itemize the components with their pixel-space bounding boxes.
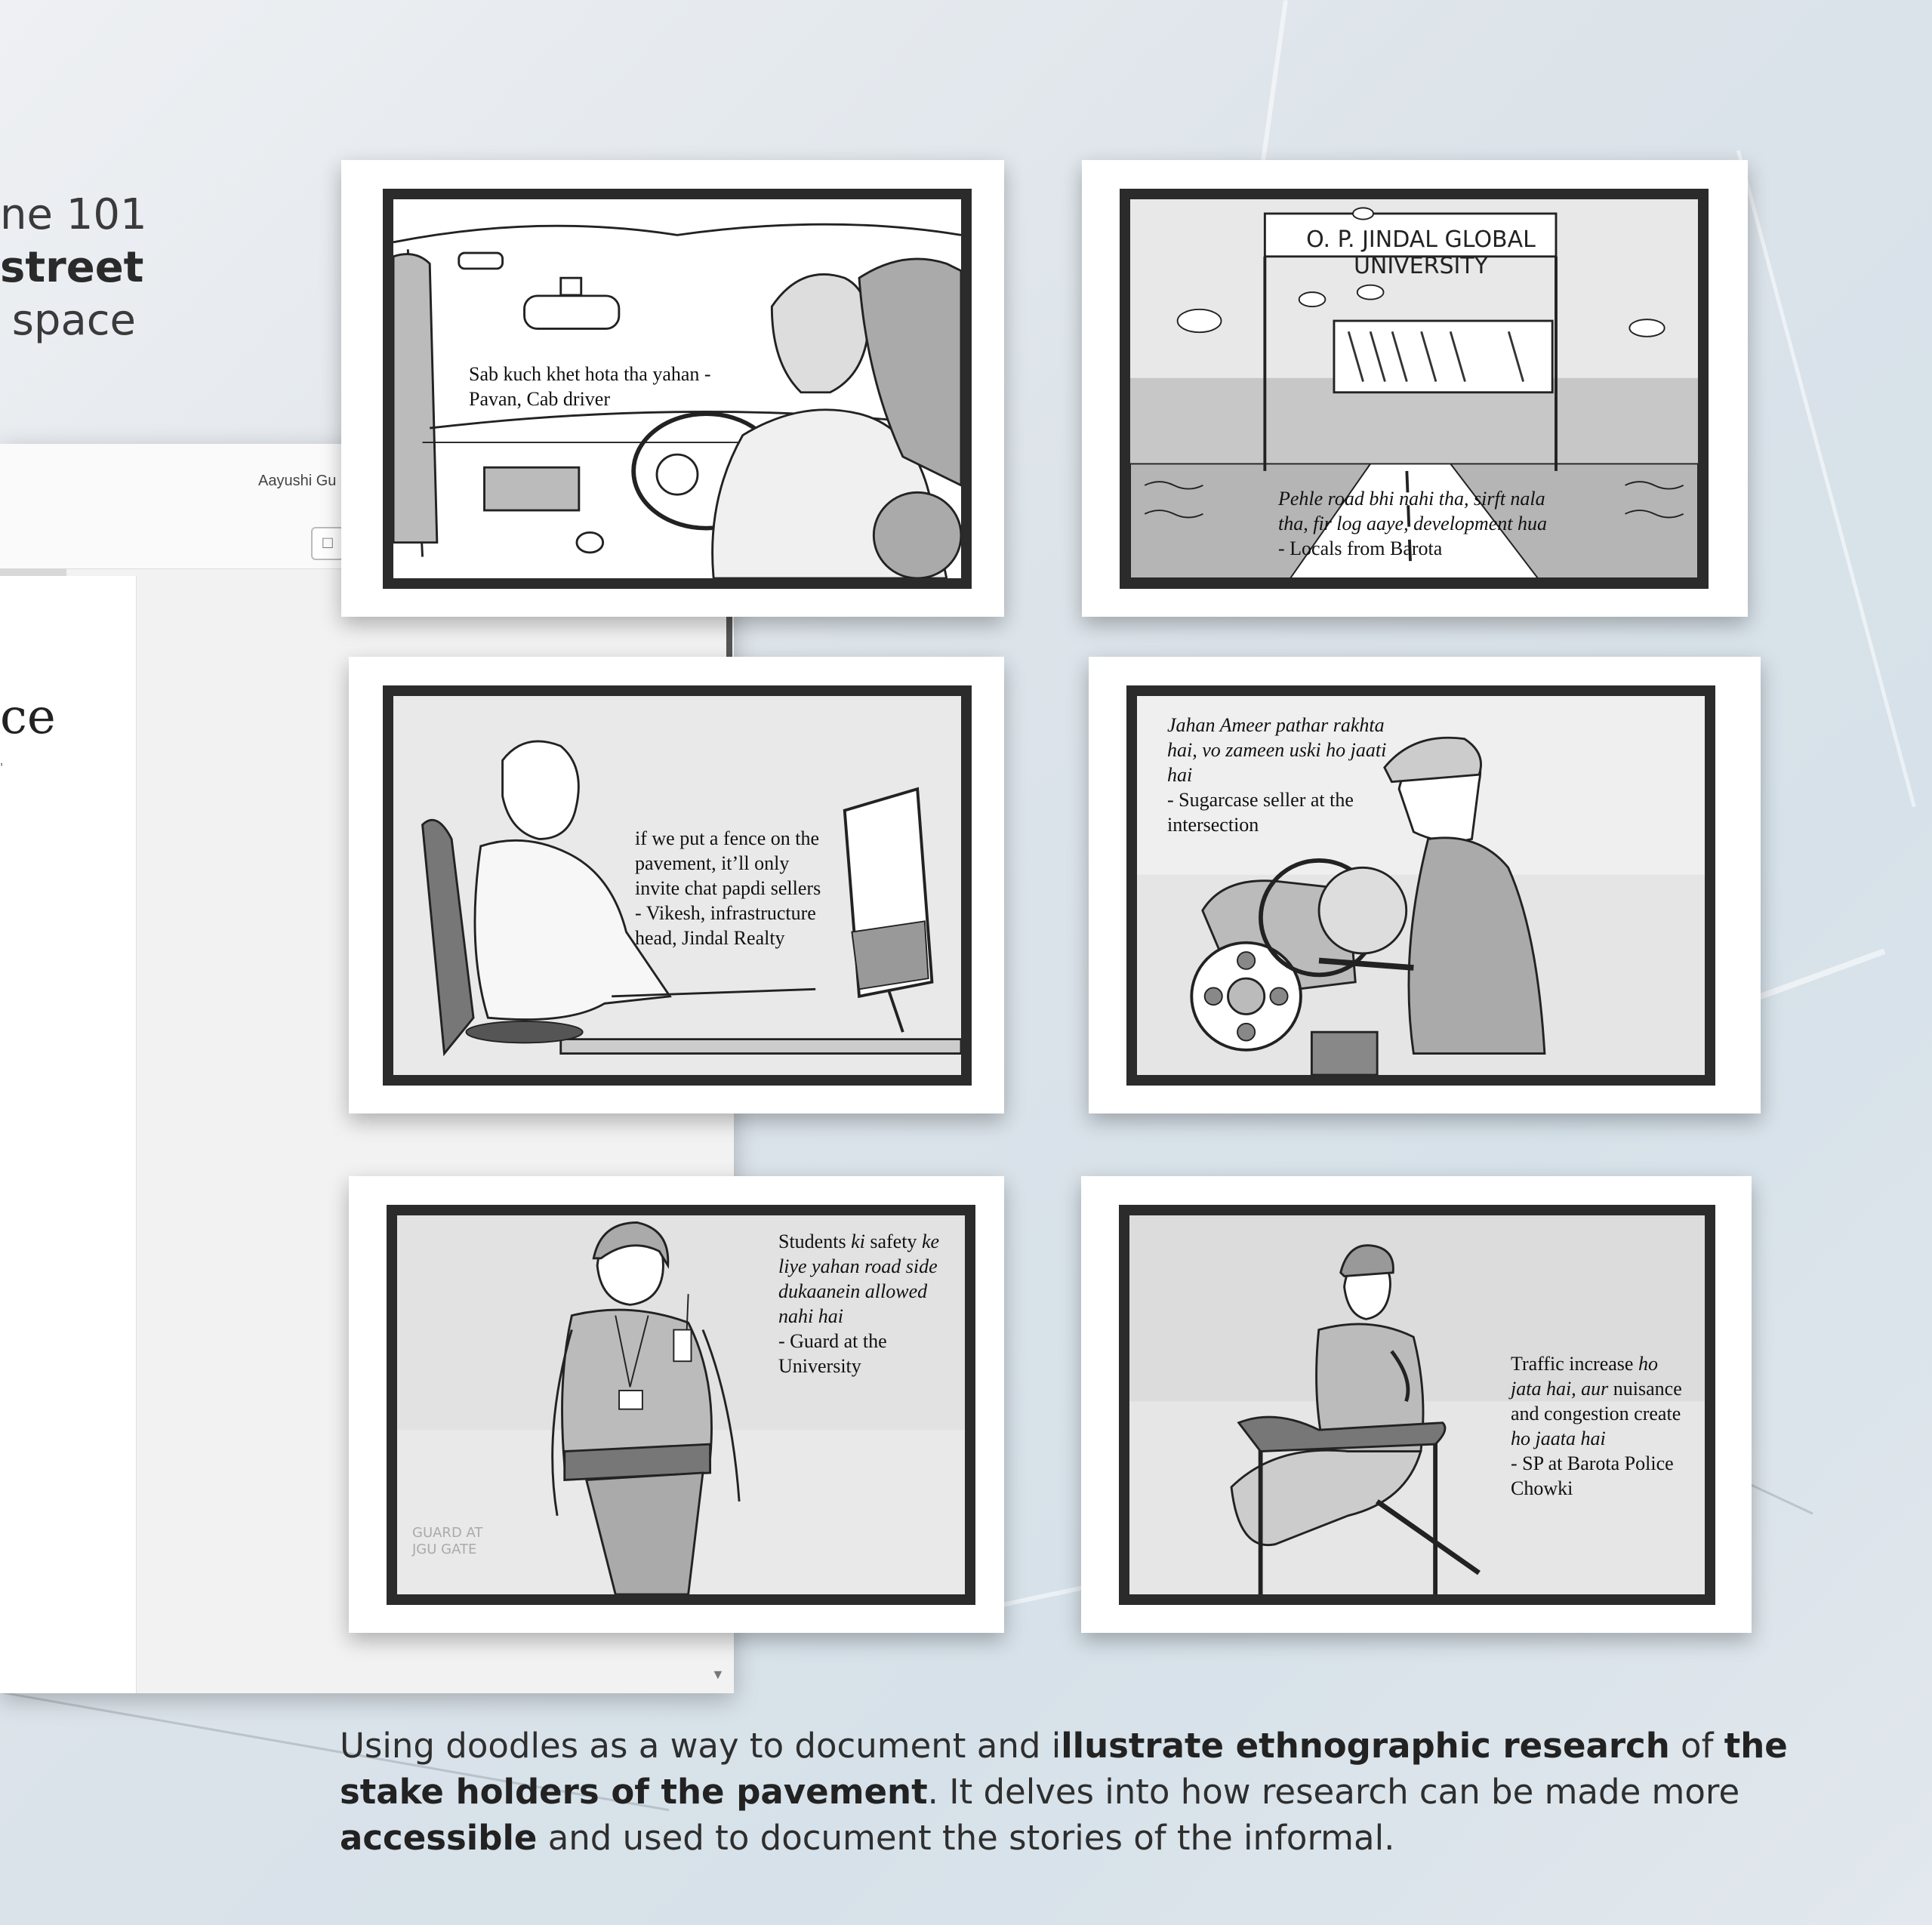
comment-icon[interactable]: □ [311, 527, 344, 560]
panel-cab-driver [341, 160, 1004, 617]
caption-part-italic: ho jaata hai [1511, 1428, 1606, 1449]
title-line-3: space [11, 296, 136, 345]
description-text: and used to document the stories of the informal. [537, 1818, 1395, 1858]
panel-university-locals [1082, 160, 1748, 617]
panel-caption: Sab kuch khet hota tha yahan - Pavan, Cab driver [469, 363, 711, 410]
document-heading: ce [0, 689, 56, 745]
caption-part-italic: ke liye yahan road side dukaanein allowed nahi hai [778, 1230, 940, 1327]
panel-attribution: - SP at Barota Police Chowki [1511, 1452, 1674, 1499]
panel-frame [1126, 685, 1715, 1086]
caption-part: nuisance and congestion create [1511, 1378, 1682, 1424]
panel-university-guard [349, 1176, 1004, 1633]
caption-part: Traffic increase [1511, 1353, 1638, 1375]
panel-caption: Jahan Ameer pathar rakhta hai, vo zameen uski ho jaati hai [1167, 714, 1387, 786]
university-sign: O. P. JINDAL GLOBAL UNIVERSITY [1306, 226, 1536, 279]
caption-part: safety [864, 1230, 922, 1252]
title-fragment [0, 189, 147, 347]
document-subtext: ’ [0, 761, 3, 776]
document-tab [0, 568, 66, 576]
panel-caption: if we put a fence on the pavement, it’ll only invite chat papdi sellers - Vikesh, infrastructure head, Jindal Realty [635, 827, 821, 949]
panel-attribution: - Sugarcase seller at the intersection [1167, 789, 1354, 836]
document-page [0, 576, 137, 1693]
scroll-down-icon[interactable]: ▼ [711, 1667, 725, 1682]
author-name: Aayushi Gu [258, 473, 337, 489]
caption-part-italic: ho jata hai, aur [1511, 1353, 1658, 1400]
panel-frame [383, 189, 972, 589]
sketch-label: GUARD AT JGU GATE [412, 1525, 483, 1557]
document-spine [726, 611, 732, 657]
panel-caption [1511, 1351, 1682, 1451]
title-line-2: street [0, 243, 144, 292]
panel-attribution: - Guard at the University [778, 1330, 887, 1377]
caption-part: Students [778, 1230, 852, 1252]
panel-frame [1119, 1205, 1715, 1605]
description-text: of [1669, 1726, 1724, 1766]
panel-attribution: - Locals from Barota [1278, 537, 1443, 559]
panel-frame [383, 685, 972, 1086]
panel-infrastructure-head [349, 657, 1004, 1113]
description-emphasis: the stake holders of the pavement [340, 1726, 1788, 1812]
description-emphasis: llustrate ethnographic research [1061, 1726, 1670, 1766]
description-emphasis: accessible [340, 1818, 538, 1858]
panel-caption: Pehle road bhi nahi tha, sirft nala tha, fir log aaye, development hua [1278, 488, 1547, 534]
project-description [340, 1723, 1903, 1861]
panel-sugarcane-seller [1089, 657, 1761, 1113]
panel-police-officer [1081, 1176, 1752, 1633]
title-line-1: ne 101 [0, 190, 147, 239]
description-text: . It delves into how research can be made more [927, 1772, 1740, 1812]
description-text: Using doodles as a way to document and i [340, 1726, 1062, 1766]
panel-frame [1120, 189, 1709, 589]
caption-part-italic: ki [851, 1230, 865, 1252]
panel-caption [778, 1229, 939, 1329]
panel-frame [387, 1205, 975, 1605]
